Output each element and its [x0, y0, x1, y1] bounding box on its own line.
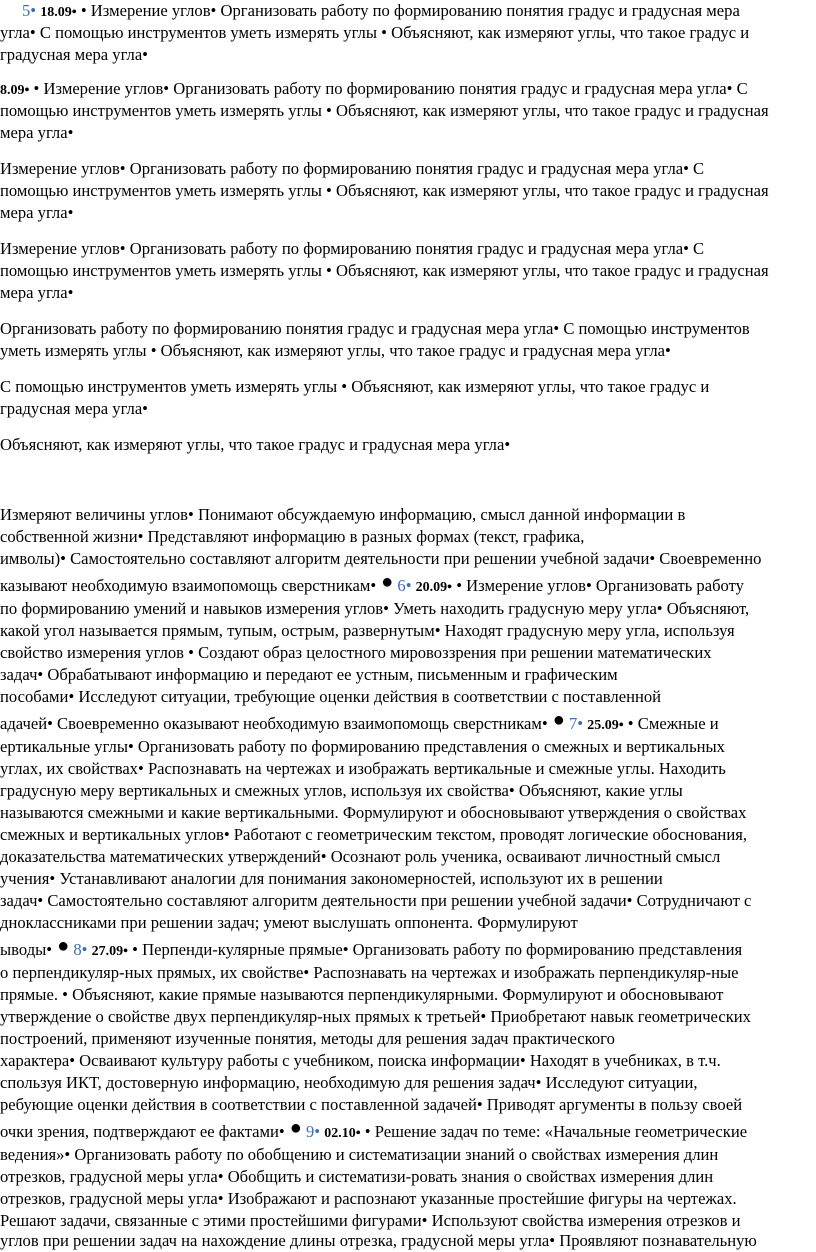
text-line: учения• Устанавливают аналогии для понимания закономерностей, используют их в решении — [0, 869, 663, 888]
text-line: Измерение углов• Организовать работу по формированию понятия градус и градусная мера угла• С — [0, 159, 705, 178]
text-line: имволы)• Самостоятельно составляют алгоритм деятельности при решении учебной задачи• Своевременно — [0, 549, 762, 568]
lesson-number: 6• — [397, 576, 412, 595]
text-line: Решают задачи, связанные с этими простейшими фигурами• Используют свойства измерения отрезков и — [0, 1211, 741, 1230]
text-line: отрезков, градусной меры угла• Изображают и распознают указанные простейшие фигуры на чертежах. — [0, 1189, 737, 1208]
text-line: мера угла• — [0, 283, 74, 302]
text-line: помощью инструментов уметь измерять углы • Объясняют, как измеряют углы, что такое градус и градусная — [0, 261, 769, 280]
text-line: о перпендикуляр-ных прямых, их свойстве• Распознавать на чертежах и изображать перпендикуляр-ные — [0, 963, 739, 982]
text-line: характера• Осваивают культуру работы с учебником, поиска информации• Находят в учебниках, в т.ч. — [0, 1051, 721, 1070]
text-line: градусную меру вертикальных и смежных углов, используя их свойства• Объясняют, какие углы — [0, 781, 683, 800]
text-line: отрезков, градусной меры угла• Обобщить и систематизи-ровать знания о свойствах измерения длин — [0, 1167, 714, 1186]
text-line: углов при решении задач на нахождение длины отрезка, градусной меры угла• Проявляют познавательную — [0, 1231, 757, 1250]
text-line: градусная мера угла• — [0, 45, 148, 64]
text-line: дноклассниками при решении задач; умеют выслушать оппонента. Формулируют — [0, 913, 578, 932]
lesson-date: 20.09• — [415, 580, 453, 595]
text-line: собственной жизни• Представляют информацию в разных формах (текст, графика, — [0, 527, 585, 546]
text-line: мера угла• — [0, 123, 74, 142]
text-line: смежных и вертикальных углов• Работают с геометрическим текстом, проводят логические обоснования, — [0, 825, 747, 844]
lesson-8-header-line — [0, 935, 743, 963]
text-line: • Измерение углов• Организовать работу по формированию понятия градус и градусная мера — [76, 1, 740, 20]
text-fragment: адачей• Своевременно оказывают необходимую взаимопомощь сверстникам• — [0, 714, 548, 733]
lesson-number: 7• — [568, 714, 584, 733]
text-line: углах, их свойствах• Распознавать на чертежах и изображать вертикальные и смежные углы. Находить — [0, 759, 726, 778]
lesson-9-header-line — [0, 1117, 748, 1145]
text-fragment: • Смежные и — [623, 714, 719, 733]
text-line: Организовать работу по формированию понятия градус и градусная мера угла• С помощью инструментов — [0, 319, 750, 338]
text-line: помощью инструментов уметь измерять углы • Объясняют, как измеряют углы, что такое градус и градусная — [0, 101, 769, 120]
text-line: С помощью инструментов уметь измерять углы • Объясняют, как измеряют углы, что такое градус и — [0, 377, 710, 396]
lesson-number: 8• — [73, 940, 88, 959]
lesson-date: 25.09• — [587, 718, 624, 733]
bullet-dot: ● — [284, 1117, 302, 1139]
text-line: построений, применяют изученные понятия, методы для решения задач практического — [0, 1029, 615, 1048]
text-line: утверждение о свойстве двух перпендикуляр-ных прямых к третьей• Приобретают навык геометрических — [0, 1007, 751, 1026]
text-line: свойство измерения углов • Создают образ целостного мировоззрения при решении математических — [0, 643, 712, 662]
text-line: уметь измерять углы • Объясняют, как измеряют углы, что такое градус и градусная мера угла• — [0, 341, 671, 360]
text-line: ведения»• Организовать работу по обобщению и систематизации знаний о свойствах измерения длин — [0, 1145, 719, 1164]
text-line: доказательства математических утверждений• Осознают роль ученика, осваивают личностный смысл — [0, 847, 721, 866]
text-line: мера угла• — [0, 203, 74, 222]
lesson-date: 27.09• — [91, 944, 129, 959]
text-line: Измерение углов• Организовать работу по формированию понятия градус и градусная мера угла• С — [0, 239, 705, 258]
text-line: по формированию умений и навыков измерения углов• Уметь находить градусную меру угла• Объясняют, — [0, 599, 750, 618]
text-fragment: • Измерение углов• Организовать работу по формированию понятия градус и градусная мера угла• С — [29, 79, 748, 98]
text-line: прямые. • Объясняют, какие прямые называются перпендикулярными. Формулируют и обосновывают — [0, 985, 724, 1004]
text-fragment: • Измерение углов• Организовать работу — [452, 576, 744, 595]
text-fragment: казывают необходимую взаимопомощь сверстникам• — [0, 576, 377, 595]
text-line: градусная мера угла• — [0, 399, 148, 418]
lesson-number: 5• — [22, 1, 37, 20]
lesson-6-header-line — [0, 571, 744, 599]
text-fragment: • Перпенди-кулярные прямые• Организовать работу по формированию представления — [128, 940, 743, 959]
text-line — [0, 78, 748, 102]
text-fragment: очки зрения, подтверждают ее фактами• — [0, 1122, 285, 1141]
lesson-5-header-line — [22, 0, 740, 24]
text-fragment: • Решение задач по теме: «Начальные геометрические — [360, 1122, 748, 1141]
text-line: Измеряют величины углов• Понимают обсуждаемую информацию, смысл данной информации в — [0, 505, 686, 524]
text-line: задач• Обрабатывают информацию и передают ее устным, письменным и графическим — [0, 665, 618, 684]
bullet-dot: ● — [52, 935, 70, 957]
text-line: ребующие оценки действия в соответствии с поставленной задачей• Приводят аргументы в пользу своей — [0, 1095, 743, 1114]
lesson-7-header-line — [0, 709, 719, 737]
bullet-dot: ● — [376, 571, 394, 593]
lesson-date: 18.09• — [40, 5, 77, 20]
text-fragment: ыводы• — [0, 940, 53, 959]
text-line: пособами• Исследуют ситуации, требующие оценки действия в соответствии с поставленной — [0, 687, 662, 706]
text-line: помощью инструментов уметь измерять углы • Объясняют, как измеряют углы, что такое градус и градусная — [0, 181, 769, 200]
lesson-date: 02.10• — [324, 1126, 361, 1141]
text-line: ертикальные углы• Организовать работу по формированию представления о смежных и вертикальных — [0, 737, 725, 756]
text-line: Объясняют, как измеряют углы, что такое градус и градусная мера угла• — [0, 435, 511, 454]
text-line: угла• С помощью инструментов уметь измерять углы • Объясняют, как измеряют углы, что такое градус и — [0, 23, 750, 42]
text-line: спользуя ИКТ, достоверную информацию, необходимую для решения задач• Исследуют ситуации, — [0, 1073, 698, 1092]
lesson-date: 8.09• — [0, 83, 30, 98]
lesson-number: 9• — [305, 1122, 321, 1141]
text-line: называются смежными и какие вертикальными. Формулируют и обосновывают утверждения о свойствах — [0, 803, 747, 822]
text-line: задач• Самостоятельно составляют алгоритм деятельности при решении учебной задачи• Сотрудничают с — [0, 891, 752, 910]
bullet-dot: ● — [547, 709, 565, 731]
text-line: какой угол называется прямым, тупым, острым, развернутым• Находят градусную меру угла, используя — [0, 621, 735, 640]
